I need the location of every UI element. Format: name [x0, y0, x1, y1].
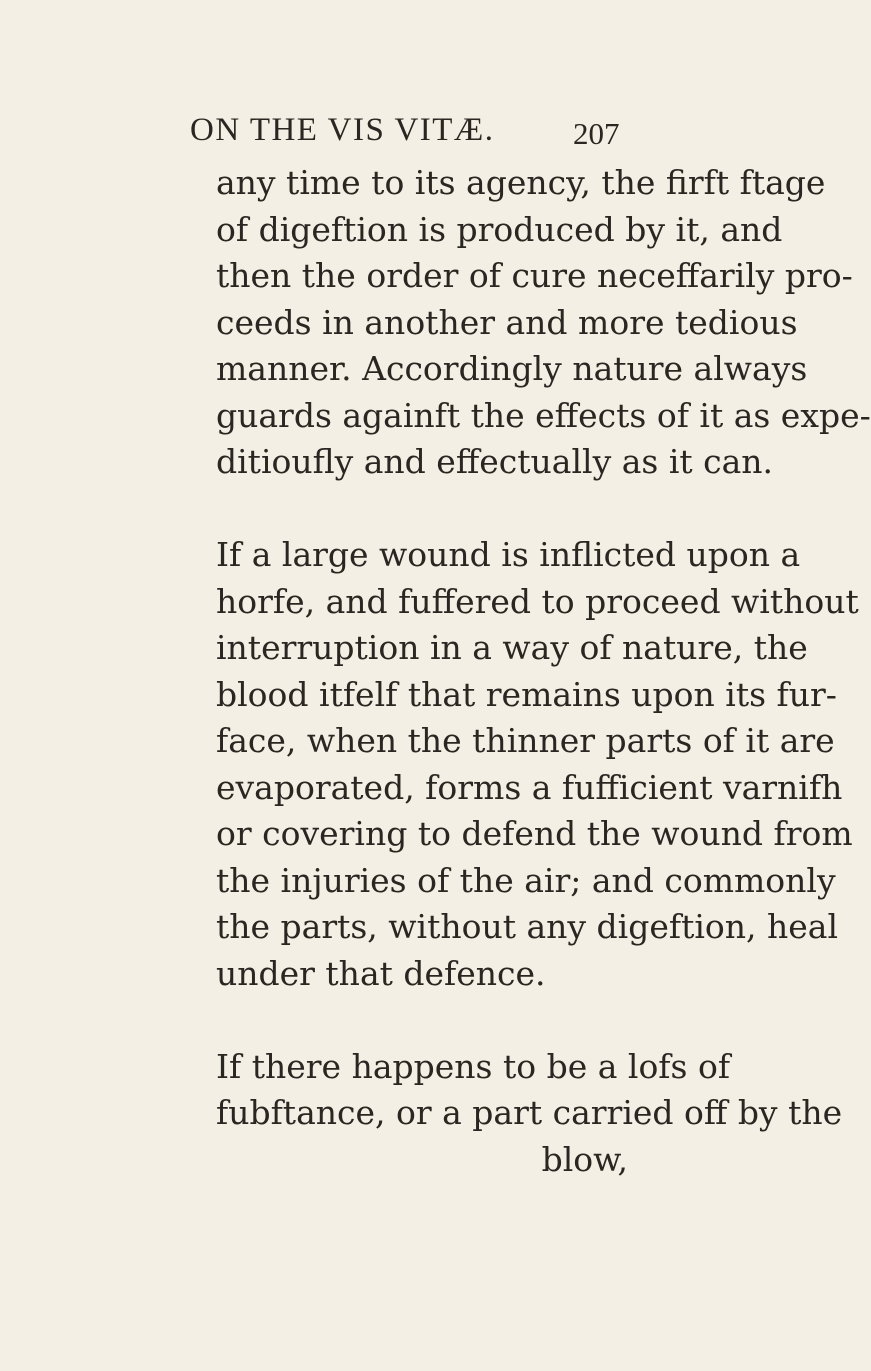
text-line: manner. Accordingly nature always [216, 349, 808, 388]
text-line: under that defence. [216, 953, 546, 993]
text-line: or covering to defend the wound from [216, 814, 853, 853]
text-line: face, when the thinner parts of it are [216, 721, 835, 760]
text-line: of digeftion is produced by it, and [216, 209, 783, 249]
paragraph-3 [216, 1044, 843, 1184]
text-line: then the order of cure neceffarily pro- [216, 256, 853, 295]
text-line: the parts, without any digeftion, heal [216, 907, 839, 946]
text-line: horfe, and fuffered to proceed without [216, 581, 859, 621]
running-title: ON THE VIS VITÆ. [190, 112, 495, 148]
body-text [216, 160, 871, 1183]
page-number: 207 [573, 116, 620, 151]
text-line: evaporated, forms a fufficient varnifh [216, 767, 843, 807]
text-line: any time to its agency, the firft ftage [216, 163, 826, 202]
paragraph-1 [216, 160, 871, 486]
text-line: guards againft the effects of it as expe- [216, 395, 871, 435]
paragraph-gap [216, 486, 628, 533]
text-line: ceeds in another and more tedious [216, 302, 798, 342]
text-line: fubftance, or a part carried off by the [216, 1093, 843, 1132]
text-line: blood itfelf that remains upon its fur- [216, 674, 837, 714]
text-line: the injuries of the air; and commonly [216, 860, 836, 900]
catchword: blow, [541, 1139, 628, 1179]
text-line: If a large wound is inflicted upon a [216, 535, 801, 574]
text-line: ditioufly and effectually as it can. [216, 442, 774, 481]
text-line: If there happens to be a lofs of [216, 1046, 731, 1086]
paragraph-2 [216, 532, 859, 997]
paragraph-gap [216, 997, 628, 1044]
text-line: interruption in a way of nature, the [216, 628, 808, 667]
running-head [0, 112, 800, 162]
